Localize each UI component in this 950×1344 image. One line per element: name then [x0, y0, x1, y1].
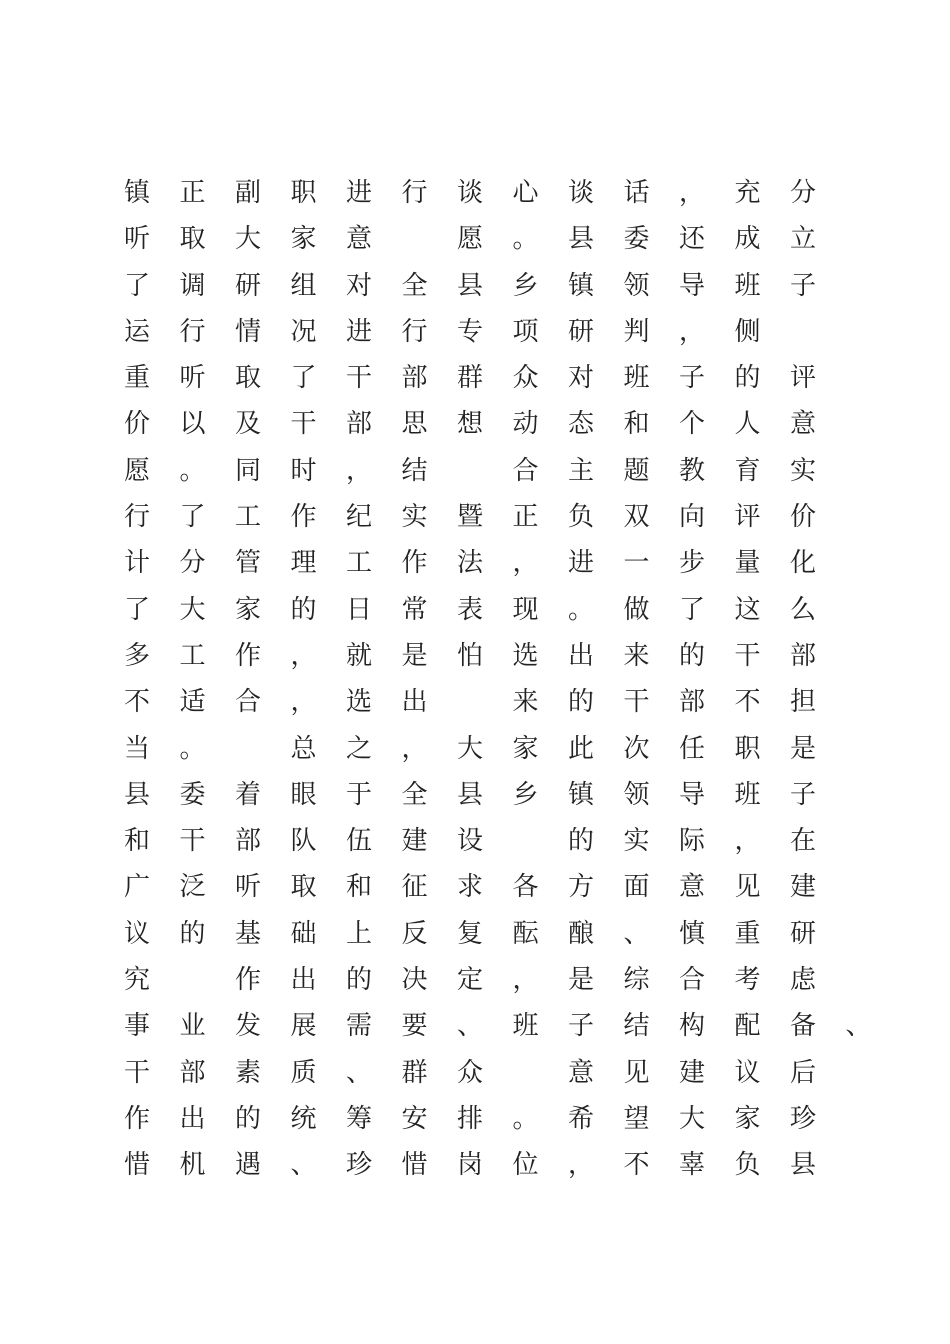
text-line: 行 了 工 作 纪 实 暨 正 负 双 向 评 价 [124, 502, 817, 533]
text-line: 县 委 着 眼 于 全 县 乡 镇 领 导 班 子 [124, 779, 817, 810]
text-line: 和 干 部 队 伍 建 设 的 实 际 ， 在 [124, 826, 817, 857]
text-line: 不 适 合 ， 选 出 来 的 干 部 不 担 [124, 687, 817, 718]
text-line: 了 大 家 的 日 常 表 现 。 做 了 这 么 [124, 594, 817, 625]
text-line: 事 业 发 展 需 要 、 班 子 结 构 配 备 、 [124, 1011, 872, 1042]
text-line: 重 听 取 了 干 部 群 众 对 班 子 的 评 [124, 363, 817, 394]
text-line: 了 调 研 组 对 全 县 乡 镇 领 导 班 子 [124, 270, 817, 301]
text-line: 广 泛 听 取 和 征 求 各 方 面 意 见 建 [124, 872, 817, 903]
text-line: 议 的 基 础 上 反 复 酝 酿 、 慎 重 研 [124, 918, 817, 949]
text-line: 价 以 及 干 部 思 想 动 态 和 个 人 意 [124, 409, 817, 440]
text-line: 作 出 的 统 筹 安 排 。 希 望 大 家 珍 [124, 1103, 817, 1134]
text-line: 运 行 情 况 进 行 专 项 研 判 ， 侧 [124, 316, 761, 347]
text-line: 镇 正 副 职 进 行 谈 心 谈 话 ， 充 分 [124, 178, 817, 208]
text-line: 愿 。 同 时 ， 结 合 主 题 教 育 实 [124, 455, 817, 486]
text-line: 当 。 总 之 ， 大 家 此 次 任 职 是 [124, 733, 817, 764]
text-line: 究 作 出 的 决 定 ， 是 综 合 考 虑 [124, 965, 817, 996]
text-line: 干 部 素 质 、 群 众 意 见 建 议 后 [124, 1057, 817, 1088]
text-line: 惜 机 遇 、 珍 惜 岗 位 ， 不 辜 负 县 [124, 1150, 817, 1181]
text-line: 听 取 大 家 意 愿 。 县 委 还 成 立 [124, 224, 817, 255]
text-line: 计 分 管 理 工 作 法 ， 进 一 步 量 化 [124, 548, 817, 579]
text-line: 多 工 作 ， 就 是 怕 选 出 来 的 干 部 [124, 640, 817, 671]
body-text [124, 170, 872, 1189]
